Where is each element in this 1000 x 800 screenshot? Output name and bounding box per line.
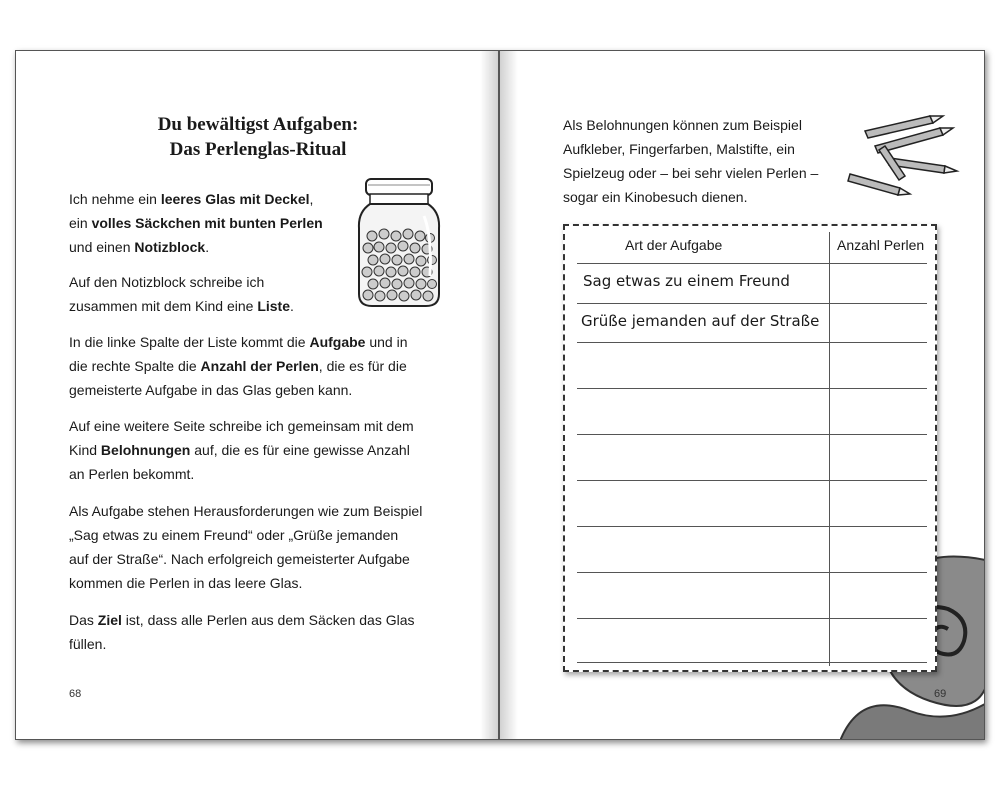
paragraph-reward-examples: Als Belohnungen können zum Beispiel Aufkleber, Fingerfarben, Malstifte, ein Spielzeug oder – bei sehr vielen Perlen – sogar ein Kinobesuch dienen. bbox=[563, 117, 819, 205]
gutter-shadow-right bbox=[500, 51, 518, 739]
row-rule bbox=[577, 662, 927, 663]
right-page bbox=[499, 50, 985, 740]
page-title-line-1: Du bewältigst Aufgaben: bbox=[157, 114, 359, 135]
paragraph-rewards: Auf eine weitere Seite schreibe ich gemeinsam mit dem Kind Belohnungen auf, die es für eine gewisse Anzahl an Perlen bekommt. bbox=[69, 418, 414, 482]
row-rule bbox=[577, 618, 927, 619]
page-title-line-2: Das Perlenglas-Ritual bbox=[169, 139, 347, 160]
column-header-beads: Anzahl Perlen bbox=[837, 237, 925, 253]
paragraph-examples: Als Aufgabe stehen Herausforderungen wie zum Beispiel „Sag etwas zu einem Freund“ oder „Grüße jemanden auf der Straße“. Nach erfolgreich gemeisterter Aufgabe kommen die Perlen in das leere Glas. bbox=[69, 503, 423, 591]
row-rule bbox=[577, 434, 927, 435]
task-chart bbox=[563, 224, 937, 672]
column-header-task: Art der Aufgabe bbox=[625, 237, 723, 253]
row-rule bbox=[577, 342, 927, 343]
row-rule bbox=[577, 572, 927, 573]
left-page bbox=[15, 50, 499, 740]
row-rule bbox=[577, 526, 927, 527]
paragraph-list: Auf den Notizblock schreibe ich zusammen mit dem Kind eine Liste. bbox=[69, 274, 294, 314]
row-rule bbox=[577, 303, 927, 304]
page-number-left: 68 bbox=[69, 688, 82, 700]
task-row-1: Sag etwas zu einem Freund bbox=[583, 272, 790, 290]
open-book bbox=[15, 50, 985, 740]
page-number-right: 69 bbox=[934, 688, 947, 700]
column-divider bbox=[829, 232, 830, 666]
pencils-illustration bbox=[845, 106, 965, 196]
task-row-2: Grüße jemanden auf der Straße bbox=[581, 312, 820, 330]
row-rule bbox=[577, 388, 927, 389]
paragraph-goal: Das Ziel ist, dass alle Perlen aus dem Säcken das Glas füllen. bbox=[69, 612, 415, 652]
row-rule bbox=[577, 480, 927, 481]
paragraph-materials: Ich nehme ein leeres Glas mit Deckel, ein volles Säckchen mit bunten Perlen und einen Notizblock. bbox=[69, 191, 323, 255]
jar-of-beads-illustration bbox=[354, 176, 444, 311]
header-rule bbox=[577, 263, 927, 264]
paragraph-columns: In die linke Spalte der Liste kommt die Aufgabe und in die rechte Spalte die Anzahl der Perlen, die es für die gemeisterte Aufgabe in das Glas geben kann. bbox=[69, 334, 408, 398]
